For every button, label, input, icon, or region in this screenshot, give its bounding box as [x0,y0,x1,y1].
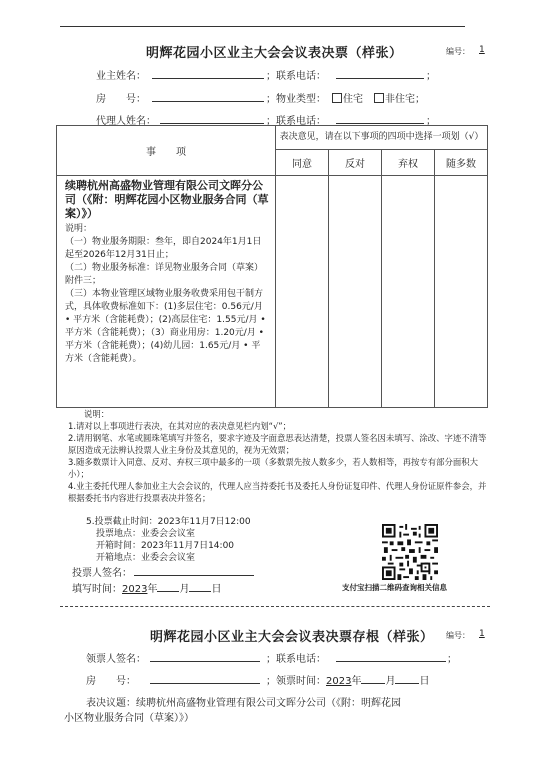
stub-serial-label: 编号： [446,631,470,640]
agent-name-field[interactable] [160,123,264,124]
agent-phone-field[interactable] [336,123,424,124]
fill-year[interactable]: 2023 [122,584,148,595]
matter-cell [57,176,276,408]
matter-detail-0: 说明： [65,224,93,234]
option-abstain: 弃权 [382,150,435,176]
fill-time-label: 填写时间： [72,584,122,595]
note-item-3: 3.随多数票计入同意、反对、弃权三项中最多的一项（多数票先按人数多少，若人数相等，再按专有部分面积大小）； [68,457,478,479]
matter-header: 事 项 [57,126,276,176]
option-agree: 同意 [276,150,329,176]
agent-phone-label: ；联系电话： [266,116,326,127]
serial-number: 1 [479,45,485,55]
owner-phone-field[interactable] [336,78,424,79]
owner-phone-end: ； [426,71,436,82]
checkbox-residential[interactable] [332,93,342,103]
agent-name-label: 代理人姓名： [96,116,156,127]
receive-day-field[interactable] [395,674,419,684]
stub-title: 明辉花园小区业主大会会议表决票存根（样张） [150,630,434,645]
note-item-4: 4.业主委托代理人参加业主大会会议的，代理人应当持委托书及委托人身份证复印件、代理人身份证原件参会，并根据委托书内容进行投票表决并签名； [68,481,487,503]
receive-time-label: ；领票时间： [266,676,326,687]
cut-line [60,606,490,607]
option-majority: 随多数 [435,150,488,176]
matter-detail-3: （三）本物业管理区域物业服务收费采用包干制方式，具体收费标准如下：(1)多层住宅：0.56元/月 • 平方米（含能耗费）；(2)高层住宅：1.55元/月 •平方米（含能耗费）；（3）商业用房：1.20元/月 •平方米（含能耗费）；(4)幼儿园：1.65元/月 • 平方米（含能耗费）。 [65,289,266,364]
matter-title: 续聘杭州高盛物业管理有限公司文晖分公司（《附：明辉花园小区物业服务合同（草案）》） [65,179,269,220]
property-option-nonresidential[interactable]: 非住宅； [374,90,425,105]
stub-room-label: 房 号： [86,676,136,687]
voter-sign-label: 投票人签名： [72,568,132,579]
stub-matter-line-2: 小区物业服务合同（草案）》） [64,713,194,724]
option-oppose: 反对 [329,150,382,176]
voter-sign-field[interactable] [134,575,254,576]
receive-year[interactable]: 2023 [326,676,352,687]
stub-matter-line-1: 表决议题：续聘杭州高盛物业管理有限公司文晖分公司（《附：明辉花园 [86,698,401,709]
property-type-label: ；物业类型： [266,94,326,105]
vote-cell-agree[interactable] [276,176,329,408]
open-time: 开箱时间：2023年11月7日14:00 [96,541,235,551]
qr-code-icon [382,524,438,580]
instruction-header: 表决意见，请在以下事项的四项中选择一项划（√） [276,126,488,150]
matter-detail-1: （一）物业服务期限：叁年，即自2024年1月1日起至2026年12月31日止； [65,237,262,260]
ballot-title: 明辉花园小区业主大会会议表决票（样张） [146,46,403,61]
fill-month-field[interactable] [157,582,179,592]
vote-cell-majority[interactable] [435,176,488,408]
stub-room-field[interactable] [150,683,260,684]
receiver-field[interactable] [150,661,260,662]
room-field[interactable] [152,101,264,102]
room-label: 房 号： [96,94,146,105]
agent-phone-end: ； [426,116,436,127]
owner-name-label: 业主姓名： [96,71,146,82]
top-rule [60,26,465,27]
note-item-2: 2.请用钢笔、水笔或圆珠笔填写并签名，要求字迹及字面意思表达清楚，投票人签名因未填写、涂改、字迹不清等原因造成无法辨认投票人业主身份及其意见的，视为无效票； [68,433,487,455]
checkbox-nonresidential[interactable] [374,93,384,103]
notes-section [68,408,488,504]
receive-month-field[interactable] [361,674,385,684]
open-location: 开箱地点：业委会会议室 [96,553,196,563]
receiver-label: 领票人签名： [86,654,146,665]
vote-table [56,125,488,408]
ballot-location: 投票地点：业委会会议室 [96,529,196,539]
vote-cell-oppose[interactable] [329,176,382,408]
serial-label: 编号： [446,47,470,56]
vote-cell-abstain[interactable] [382,176,435,408]
stub-serial-number: 1 [479,629,485,639]
receive-time: ；领票时间：2023年 月 日 [266,676,430,687]
stub-phone-field[interactable] [336,661,446,662]
fill-time: 填写时间：2023年 月 日 [72,584,222,595]
qr-caption: 支付宝扫描二维码查询相关信息 [342,583,447,592]
property-option-residential[interactable]: 住宅 [332,90,363,105]
owner-phone-label: ；联系电话： [266,71,326,82]
fill-day-field[interactable] [189,582,211,592]
stub-phone-end: ； [447,654,457,665]
note-item-1: 1.请对以上事项进行表决，在其对应的表决意见栏内划“√”； [68,421,292,431]
stub-phone-label: ；联系电话： [266,654,326,665]
matter-detail-2: （二）物业服务标准：详见物业服务合同（草案）附件三； [65,263,264,286]
notes-heading: 说明： [84,409,110,419]
owner-name-field[interactable] [152,78,264,79]
note-item-5: 5.投票截止时间：2023年11月7日12:00 [86,517,251,527]
